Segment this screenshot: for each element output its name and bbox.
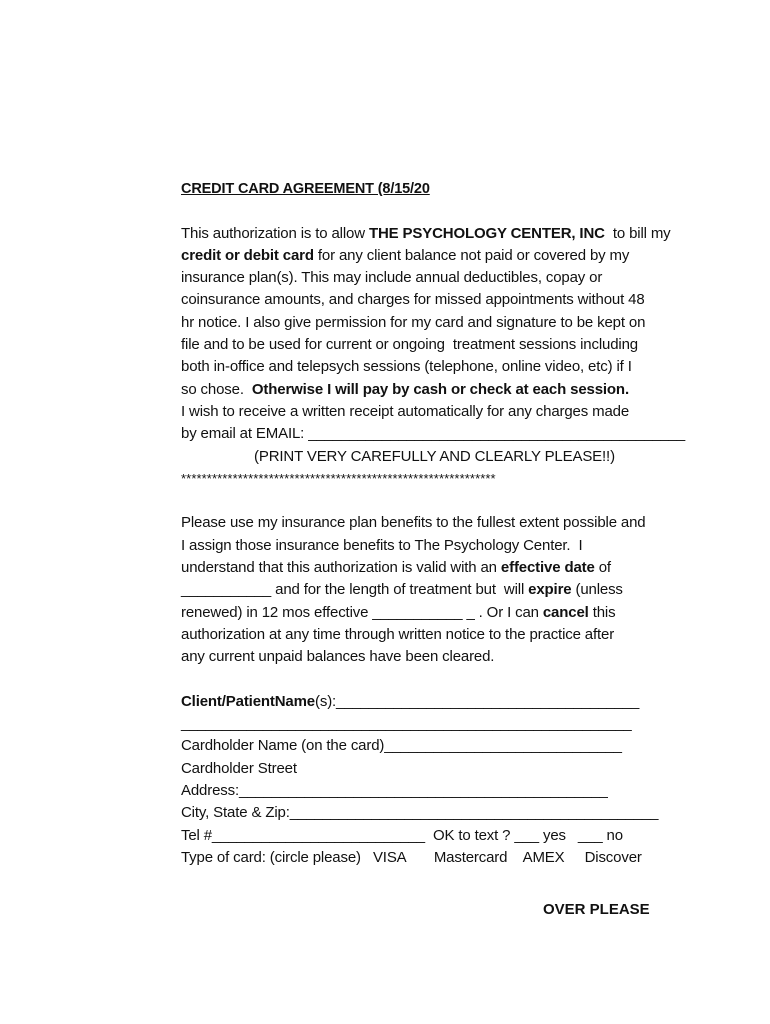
- text-segment: This authorization is to allow: [181, 224, 369, 242]
- spacer: [181, 669, 701, 691]
- paragraph-line: I wish to receive a written receipt automatically for any charges made: [181, 402, 630, 420]
- text-segment: (unless: [571, 581, 623, 599]
- address-field[interactable]: Address:_____________________________________________: [181, 782, 608, 800]
- spacer: [181, 200, 701, 222]
- bold-text: credit or debit card: [181, 246, 314, 264]
- cardholder-form: [181, 691, 701, 869]
- text-segment: (s):_____________________________________: [315, 692, 640, 710]
- text-segment: ___________ and for the length of treatment but will: [181, 581, 529, 599]
- client-name-label: Client/PatientName: [181, 692, 315, 710]
- print-instruction: (PRINT VERY CAREFULLY AND CLEARLY PLEASE!!): [254, 447, 615, 465]
- authorization-paragraph: [181, 223, 701, 491]
- paragraph-line: file and to be used for current or ongoing treatment sessions including: [181, 336, 638, 354]
- document-title: CREDIT CARD AGREEMENT (8/15/20: [181, 181, 430, 197]
- card-type-options[interactable]: Type of card: (circle please) VISA Mastercard AMEX Discover: [181, 848, 642, 866]
- text-segment: to bill my: [604, 224, 671, 242]
- paragraph-line: coinsurance amounts, and charges for missed appointments without 48: [181, 291, 645, 309]
- text-segment: this: [588, 603, 616, 621]
- spacer: [181, 490, 701, 512]
- text-segment: for any client balance not paid or covered by my: [313, 246, 630, 264]
- over-please-note: OVER PLEASE: [543, 901, 650, 918]
- email-field-line[interactable]: by email at EMAIL: ______________________________________________: [181, 425, 686, 443]
- paragraph-line: authorization at any time through written notice to the practice after: [181, 625, 615, 643]
- effective-date-line[interactable]: [181, 579, 701, 601]
- bold-text: Otherwise I will pay by cash or check at each session.: [251, 380, 629, 398]
- bold-text: effective date: [500, 559, 595, 577]
- renewal-date-line[interactable]: [181, 602, 701, 624]
- text-segment: renewed) in 12 mos effective ___________ _ . Or I can: [181, 603, 543, 621]
- paragraph-line: [181, 557, 701, 579]
- paragraph-line: [181, 245, 701, 267]
- paragraph-line: [181, 379, 701, 401]
- paragraph-line: Please use my insurance plan benefits to the fullest extent possible and: [181, 514, 646, 532]
- paragraph-line: any current unpaid balances have been cleared.: [181, 648, 495, 666]
- text-segment: so chose.: [181, 380, 252, 398]
- paragraph-line: hr notice. I also give permission for my card and signature to be kept on: [181, 313, 646, 331]
- text-segment: of: [594, 559, 611, 577]
- bold-text: cancel: [542, 603, 589, 621]
- cardholder-name-field[interactable]: Cardholder Name (on the card)_____________________________: [181, 737, 622, 755]
- city-state-zip-field[interactable]: City, State & Zip:_____________________________________________: [181, 804, 659, 822]
- insurance-paragraph: [181, 512, 701, 668]
- client-name-field[interactable]: [181, 691, 701, 713]
- agreement-document: [181, 178, 701, 869]
- paragraph-line: I assign those insurance benefits to The Psychology Center. I: [181, 536, 583, 554]
- telephone-field[interactable]: Tel #__________________________ OK to text ? ___ yes ___ no: [181, 826, 623, 844]
- separator-line: *************************************************************: [181, 470, 496, 486]
- company-name: THE PSYCHOLOGY CENTER, INC: [368, 224, 605, 242]
- paragraph-line: [181, 223, 701, 245]
- client-name-field-line2[interactable]: _______________________________________________________: [181, 715, 632, 733]
- cardholder-street-label: Cardholder Street: [181, 759, 297, 777]
- text-segment: understand that this authorization is valid with an: [181, 559, 501, 577]
- paragraph-line: both in-office and telepsych sessions (telephone, online video, etc) if I: [181, 358, 632, 376]
- bold-text: expire: [528, 581, 572, 599]
- paragraph-line: insurance plan(s). This may include annual deductibles, copay or: [181, 269, 603, 287]
